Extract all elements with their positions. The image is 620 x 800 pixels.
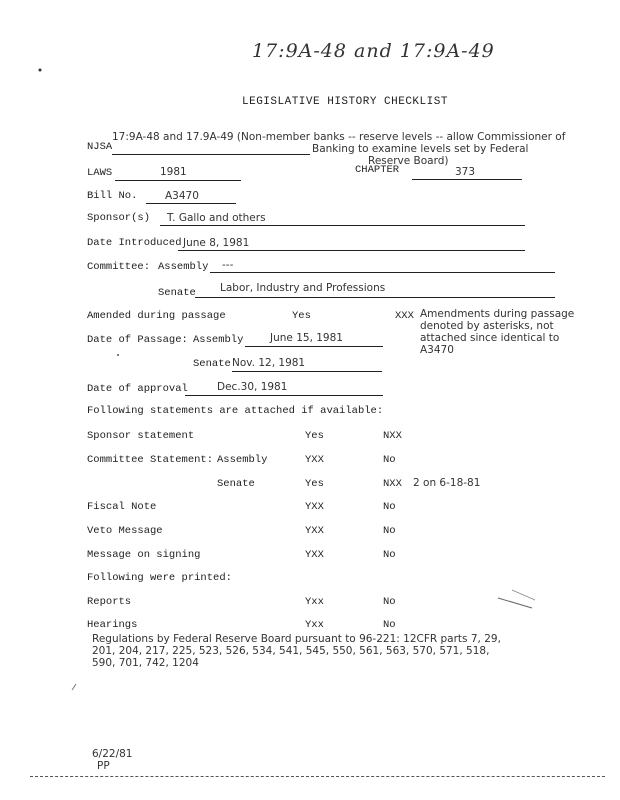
veto-no: No — [383, 525, 396, 537]
committee-senate-label: Senate — [158, 287, 196, 299]
handwritten-header: 17:9A-48 and 17:9A-49 — [252, 40, 495, 62]
cs-assembly-no: No — [383, 454, 396, 466]
njsa-value-line2: Banking to examine levels set by Federal — [312, 143, 529, 155]
hearings-yes: Yxx — [305, 619, 324, 631]
regs-line2: 201, 204, 217, 225, 523, 526, 534, 541, 545, 550, 561, 563, 570, 571, 518, — [92, 645, 490, 657]
amended-yes: Yes — [292, 310, 311, 322]
date-introduced-value: June 8, 1981 — [183, 237, 250, 249]
committee-label: Committee: — [87, 261, 151, 273]
sponsor-statement-yes: Yes — [305, 430, 324, 442]
sponsor-statement-no: NXX — [383, 430, 402, 442]
committee-senate-value: Labor, Industry and Professions — [220, 282, 386, 294]
cs-assembly-label: Assembly — [217, 454, 268, 466]
amended-note-line4: A3470 — [420, 344, 454, 356]
regs-line3: 590, 701, 742, 1204 — [92, 657, 199, 669]
chapter-value: 373 — [455, 166, 476, 178]
veto-yes: YXX — [305, 525, 324, 537]
njsa-label: NJSA — [87, 141, 113, 153]
sponsor-label: Sponsor(s) — [87, 212, 151, 224]
fiscal-label: Fiscal Note — [87, 501, 157, 513]
following-attached-heading: Following statements are attached if available: — [87, 405, 384, 417]
chapter-label: CHAPTER — [355, 164, 400, 176]
passage-senate-value: Nov. 12, 1981 — [232, 357, 306, 369]
footer-date: 6/22/81 — [92, 748, 133, 760]
signing-label: Message on signing — [87, 549, 201, 561]
signing-no: No — [383, 549, 396, 561]
cs-assembly-yes: YXX — [305, 454, 324, 466]
veto-label: Veto Message — [87, 525, 163, 537]
hearings-label: Hearings — [87, 619, 138, 631]
amended-note-line2: denoted by asterisks, not — [420, 320, 554, 332]
hearings-no: No — [383, 619, 396, 631]
committee-assembly-value: --- — [222, 259, 234, 271]
njsa-value-line3: Reserve Board) — [368, 155, 449, 167]
njsa-value-line1: 17:9A-48 and 17.9A-49 (Non-member banks -- reserve levels -- allow Commissioner of — [112, 131, 566, 143]
laws-label: LAWS — [87, 167, 113, 179]
committee-statement-label: Committee Statement: — [87, 454, 214, 466]
cs-senate-label: Senate — [217, 478, 255, 490]
amended-no: XXX — [395, 310, 414, 322]
signing-yes: YXX — [305, 549, 324, 561]
committee-assembly-label: Assembly — [158, 261, 209, 273]
cs-senate-no: NXX — [383, 478, 402, 490]
cs-senate-note: 2 on 6-18-81 — [413, 477, 481, 489]
regs-line1: Regulations by Federal Reserve Board pursuant to 96-221: 12CFR parts 7, 29, — [92, 633, 501, 645]
passage-assembly-value: June 15, 1981 — [270, 332, 343, 344]
approval-value: Dec.30, 1981 — [217, 381, 288, 393]
amended-label: Amended during passage — [87, 310, 226, 322]
sponsor-statement-label: Sponsor statement — [87, 430, 195, 442]
amended-note-line3: attached since identical to — [420, 332, 560, 344]
reports-label: Reports — [87, 596, 132, 608]
passage-assembly-label: Assembly — [193, 334, 244, 346]
passage-label: Date of Passage: — [87, 334, 188, 346]
footer-initials: PP — [97, 760, 110, 772]
amended-note-line1: Amendments during passage — [420, 308, 575, 320]
bill-value: A3470 — [165, 190, 199, 202]
fiscal-no: No — [383, 501, 396, 513]
reports-no: No — [383, 596, 396, 608]
cs-senate-yes: Yes — [305, 478, 324, 490]
page-title: LEGISLATIVE HISTORY CHECKLIST — [242, 96, 448, 108]
laws-value: 1981 — [160, 166, 187, 178]
fiscal-yes: YXX — [305, 501, 324, 513]
following-printed-heading: Following were printed: — [87, 572, 232, 584]
bill-label: Bill No. — [87, 190, 138, 202]
approval-label: Date of approval — [87, 383, 188, 395]
date-introduced-label: Date Introduced — [87, 237, 182, 249]
passage-senate-label: Senate — [193, 358, 231, 370]
reports-yes: Yxx — [305, 596, 324, 608]
sponsor-value: T. Gallo and others — [167, 212, 266, 224]
